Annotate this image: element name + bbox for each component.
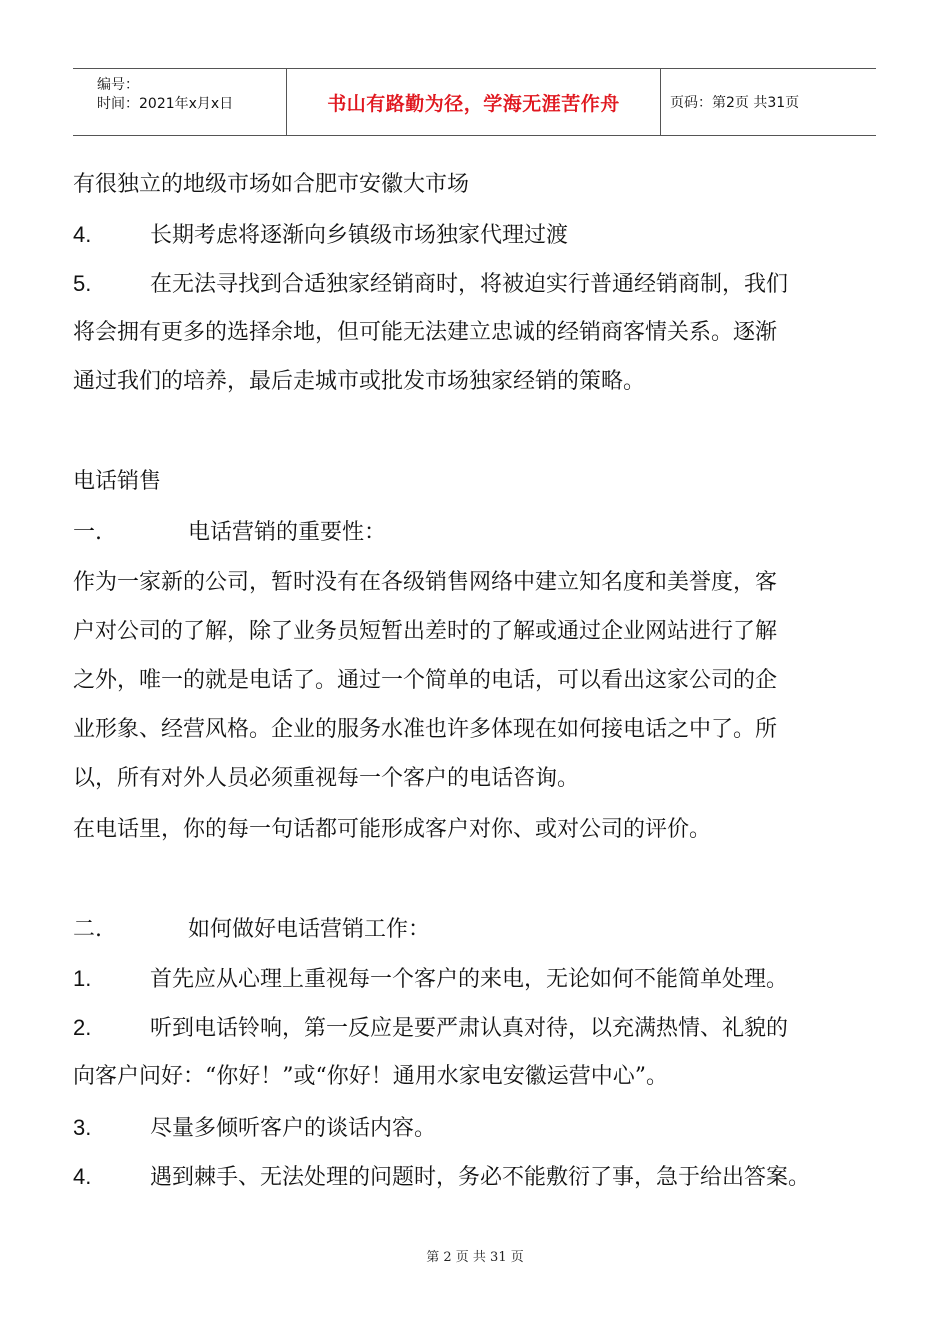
paragraph-line: 户对公司的了解，除了业务员短暂出差时的了解或通过企业网站进行了解 [73, 619, 778, 644]
paragraph-line: 作为一家新的公司，暂时没有在各级销售网络中建立知名度和美誉度，客 [73, 570, 778, 595]
paragraph-line: 通过我们的培养，最后走城市或批发市场独家经销的策略。 [73, 369, 646, 394]
list-text: 遇到棘手、无法处理的问题时，务必不能敷衍了事，急于给出答案。 [150, 1165, 811, 1190]
paragraph-line: 将会拥有更多的选择余地，但可能无法建立忠诚的经销商客情关系。逐渐 [73, 320, 778, 345]
heading-number: 二. [73, 917, 102, 942]
document-number-label: 编号： [97, 77, 139, 93]
list-number: 4. [73, 1164, 92, 1189]
list-item-3 [73, 1113, 436, 1144]
heading-2 [73, 915, 430, 945]
list-number: 4. [73, 222, 92, 247]
list-number: 1. [73, 966, 92, 991]
heading-text: 电话营销的重要性： [188, 520, 387, 545]
paragraph-line: 在电话里，你的每一句话都可能形成客户对你、或对公司的评价。 [73, 817, 712, 842]
list-text: 听到电话铃响，第一反应是要严肃认真对待，以充满热情、礼貌的 [150, 1016, 789, 1041]
paragraph-line: 以，所有对外人员必须重视每一个客户的电话咨询。 [73, 766, 580, 791]
list-text: 长期考虑将逐渐向乡镇级市场独家代理过渡 [150, 223, 569, 248]
paragraph-line: 向客户问好：“你好！”或“你好！通用水家电安徽运营中心”。 [73, 1064, 668, 1089]
header-page-cell [661, 69, 876, 135]
paragraph-line: 之外，唯一的就是电话了。通过一个简单的电话，可以看出这家公司的企 [73, 668, 778, 693]
document-time-label: 时间：2021年x月x日 [97, 96, 234, 112]
list-text: 尽量多倾听客户的谈话内容。 [150, 1116, 437, 1141]
header-motto-cell [287, 69, 661, 135]
list-item-4b [73, 1162, 810, 1193]
list-number: 2. [73, 1015, 92, 1040]
section-title: 电话销售 [73, 469, 162, 494]
list-text: 首先应从心理上重视每一个客户的来电，无论如何不能简单处理。 [150, 967, 789, 992]
list-text: 在无法寻找到合适独家经销商时，将被迫实行普通经销商制，我们 [150, 272, 789, 297]
header-motto: 书山有路勤为径，学海无涯苦作舟 [327, 92, 620, 115]
page-footer: 第 2 页 共 31 页 [426, 1250, 524, 1265]
paragraph-line: 业形象、经营风格。企业的服务水准也许多体现在如何接电话之中了。所 [73, 717, 778, 742]
list-item-5 [73, 269, 788, 300]
page-header [73, 68, 876, 136]
header-meta [73, 69, 287, 135]
header-page-label: 页码：第2页 共31页 [670, 95, 800, 111]
list-number: 5. [73, 271, 92, 296]
list-item-1 [73, 964, 788, 995]
heading-number: 一. [73, 520, 102, 545]
heading-text: 如何做好电话营销工作： [188, 917, 431, 942]
paragraph-line: 有很独立的地级市场如合肥市安徽大市场 [73, 172, 470, 197]
list-item-2 [73, 1013, 788, 1044]
list-item-4 [73, 220, 568, 251]
heading-1 [73, 518, 386, 548]
list-number: 3. [73, 1115, 92, 1140]
